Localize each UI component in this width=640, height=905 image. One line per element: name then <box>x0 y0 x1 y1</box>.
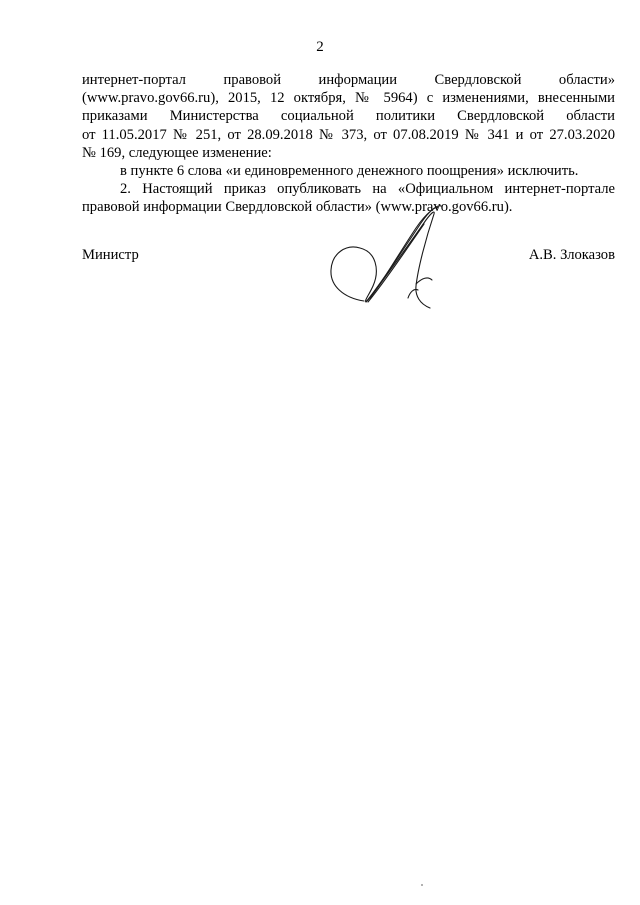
text-line: (www.pravo.gov66.ru), 2015, 12 октября, № 5964) с изменениями, внесенными <box>82 90 615 107</box>
document-body <box>82 71 615 217</box>
text-line: приказами Министерства социальной политики Свердловской области <box>82 108 615 125</box>
text-line: от 11.05.2017 № 251, от 28.09.2018 № 373, от 07.08.2019 № 341 и от 27.03.2020 <box>82 126 615 143</box>
paragraph-order-reference <box>82 71 615 162</box>
scan-speck <box>421 884 423 886</box>
signatory-title: Министр <box>82 247 139 263</box>
page-number: 2 <box>316 39 324 55</box>
text-line: интернет-портал правовой информации Свердловской области» <box>82 72 615 88</box>
text-line: № 169, следующее изменение: <box>82 144 272 161</box>
text-line: 2. Настоящий приказ опубликовать на «Официальном интернет-портале <box>120 181 615 198</box>
signatory-name: А.В. Злоказов <box>528 247 615 263</box>
text-line: правовой информации Свердловской области» (www.pravo.gov66.ru). <box>82 199 513 216</box>
handwritten-signature <box>326 198 456 333</box>
paragraph-amendment: в пункте 6 слова «и единовременного денежного поощрения» исключить. <box>120 163 579 180</box>
